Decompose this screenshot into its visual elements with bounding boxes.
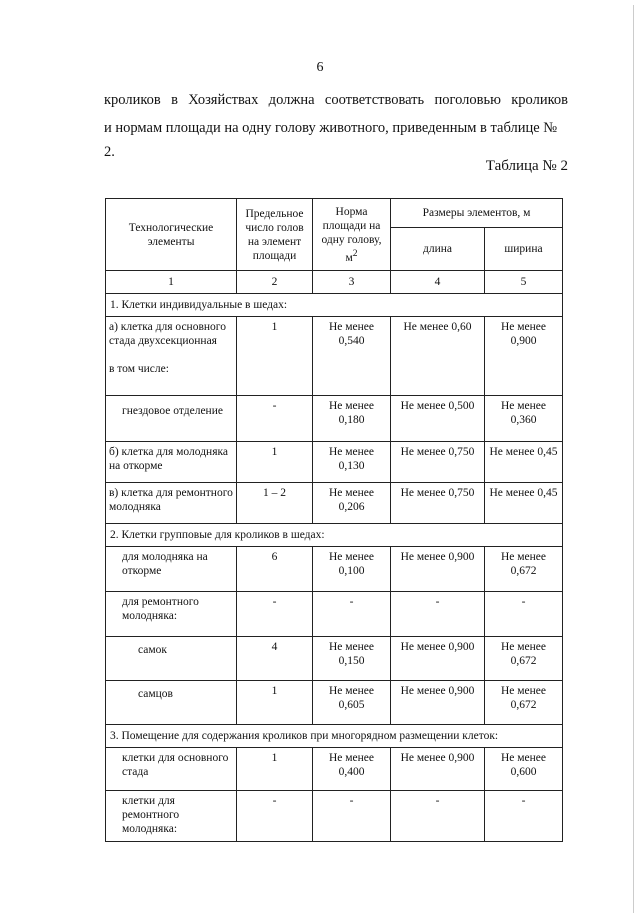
row-element: б) клетка для молодняка на откорме bbox=[106, 442, 237, 483]
row-element: в) клетка для ремонтного молодняка bbox=[106, 483, 237, 524]
row-norm: - bbox=[313, 791, 391, 842]
norms-table bbox=[105, 198, 563, 842]
header-max-count: Предельное число голов на элемент площади bbox=[237, 199, 313, 271]
row-length: Не менее 0,900 bbox=[391, 681, 485, 725]
row-element: для ремонтного молодняка: bbox=[106, 592, 237, 637]
row-count: - bbox=[237, 592, 313, 637]
section-title-row bbox=[106, 725, 563, 748]
row-count: 1 bbox=[237, 442, 313, 483]
header-length: длина bbox=[391, 228, 485, 271]
row-length: Не менее 0,500 bbox=[391, 396, 485, 442]
row-element: для молодняка на откорме bbox=[106, 547, 237, 592]
row-width: Не менее 0,672 bbox=[485, 681, 563, 725]
paragraph-line-2: и нормам площади на одну голову животного, приведенным в таблице № 2. bbox=[104, 120, 558, 160]
header-width: ширина bbox=[485, 228, 563, 271]
row-length: Не менее 0,750 bbox=[391, 442, 485, 483]
row-width: Не менее 0,360 bbox=[485, 396, 563, 442]
table-caption: Таблица № 2 bbox=[485, 158, 568, 174]
header-area-norm-text: Норма площади на одну голову, м bbox=[321, 205, 382, 264]
table-row bbox=[106, 483, 563, 524]
row-element-extra: в том числе: bbox=[109, 363, 169, 375]
table-row bbox=[106, 317, 563, 396]
row-length: Не менее 0,750 bbox=[391, 483, 485, 524]
col-number-3: 3 bbox=[313, 271, 391, 294]
row-width: Не менее 0,672 bbox=[485, 637, 563, 681]
row-width: Не менее 0,45 bbox=[485, 442, 563, 483]
row-element: гнездовое отделение bbox=[106, 396, 237, 442]
section-2-title: 2. Клетки групповые для кроликов в шедах: bbox=[106, 524, 563, 547]
row-length: - bbox=[391, 592, 485, 637]
table-row bbox=[106, 547, 563, 592]
row-width: Не менее 0,600 bbox=[485, 748, 563, 791]
row-count: 1 bbox=[237, 681, 313, 725]
table-row bbox=[106, 637, 563, 681]
table-row bbox=[106, 681, 563, 725]
row-count: 1 bbox=[237, 748, 313, 791]
row-element: клетки для основного стада bbox=[106, 748, 237, 791]
row-element bbox=[106, 317, 237, 396]
row-norm: Не менее 0,206 bbox=[313, 483, 391, 524]
row-norm: Не менее 0,130 bbox=[313, 442, 391, 483]
section-title-row bbox=[106, 524, 563, 547]
row-width: - bbox=[485, 592, 563, 637]
row-count: 4 bbox=[237, 637, 313, 681]
section-1-title: 1. Клетки индивидуальные в шедах: bbox=[106, 294, 563, 317]
row-count: - bbox=[237, 791, 313, 842]
row-element: клетки для ремонтного молодняка: bbox=[106, 791, 237, 842]
column-numbers-row bbox=[106, 271, 563, 294]
row-element-text: а) клетка для основного стада двухсекционная bbox=[109, 321, 226, 347]
row-count: 1 bbox=[237, 317, 313, 396]
table-row bbox=[106, 442, 563, 483]
col-number-1: 1 bbox=[106, 271, 237, 294]
row-element: самцов bbox=[106, 681, 237, 725]
row-count: - bbox=[237, 396, 313, 442]
header-area-norm-sup: 2 bbox=[352, 247, 358, 259]
header-area-norm bbox=[313, 199, 391, 271]
row-length: Не менее 0,60 bbox=[391, 317, 485, 396]
row-length: Не менее 0,900 bbox=[391, 637, 485, 681]
row-norm: Не менее 0,150 bbox=[313, 637, 391, 681]
section-title-row bbox=[106, 294, 563, 317]
col-number-4: 4 bbox=[391, 271, 485, 294]
section-3-title: 3. Помещение для содержания кроликов при многорядном размещении клеток: bbox=[106, 725, 563, 748]
table-row bbox=[106, 592, 563, 637]
row-norm: Не менее 0,540 bbox=[313, 317, 391, 396]
row-norm: Не менее 0,180 bbox=[313, 396, 391, 442]
table-row bbox=[106, 791, 563, 842]
row-width: Не менее 0,672 bbox=[485, 547, 563, 592]
header-sizes: Размеры элементов, м bbox=[391, 199, 563, 228]
row-norm: Не менее 0,400 bbox=[313, 748, 391, 791]
paragraph-line-1: кроликов в Хозяйствах должна соответствовать поголовью кроликов bbox=[104, 92, 568, 108]
row-count: 6 bbox=[237, 547, 313, 592]
row-norm: Не менее 0,605 bbox=[313, 681, 391, 725]
page-number: 6 bbox=[316, 60, 324, 75]
row-norm: - bbox=[313, 592, 391, 637]
row-norm: Не менее 0,100 bbox=[313, 547, 391, 592]
table-row bbox=[106, 396, 563, 442]
row-length: Не менее 0,900 bbox=[391, 547, 485, 592]
col-number-5: 5 bbox=[485, 271, 563, 294]
table-row bbox=[106, 748, 563, 791]
intro-paragraph bbox=[104, 88, 568, 164]
header-elements: Технологические элементы bbox=[106, 199, 237, 271]
row-width: - bbox=[485, 791, 563, 842]
header-row bbox=[106, 199, 563, 228]
row-width: Не менее 0,45 bbox=[485, 483, 563, 524]
col-number-2: 2 bbox=[237, 271, 313, 294]
row-count: 1 – 2 bbox=[237, 483, 313, 524]
row-length: - bbox=[391, 791, 485, 842]
row-width: Не менее 0,900 bbox=[485, 317, 563, 396]
row-element: самок bbox=[106, 637, 237, 681]
row-length: Не менее 0,900 bbox=[391, 748, 485, 791]
